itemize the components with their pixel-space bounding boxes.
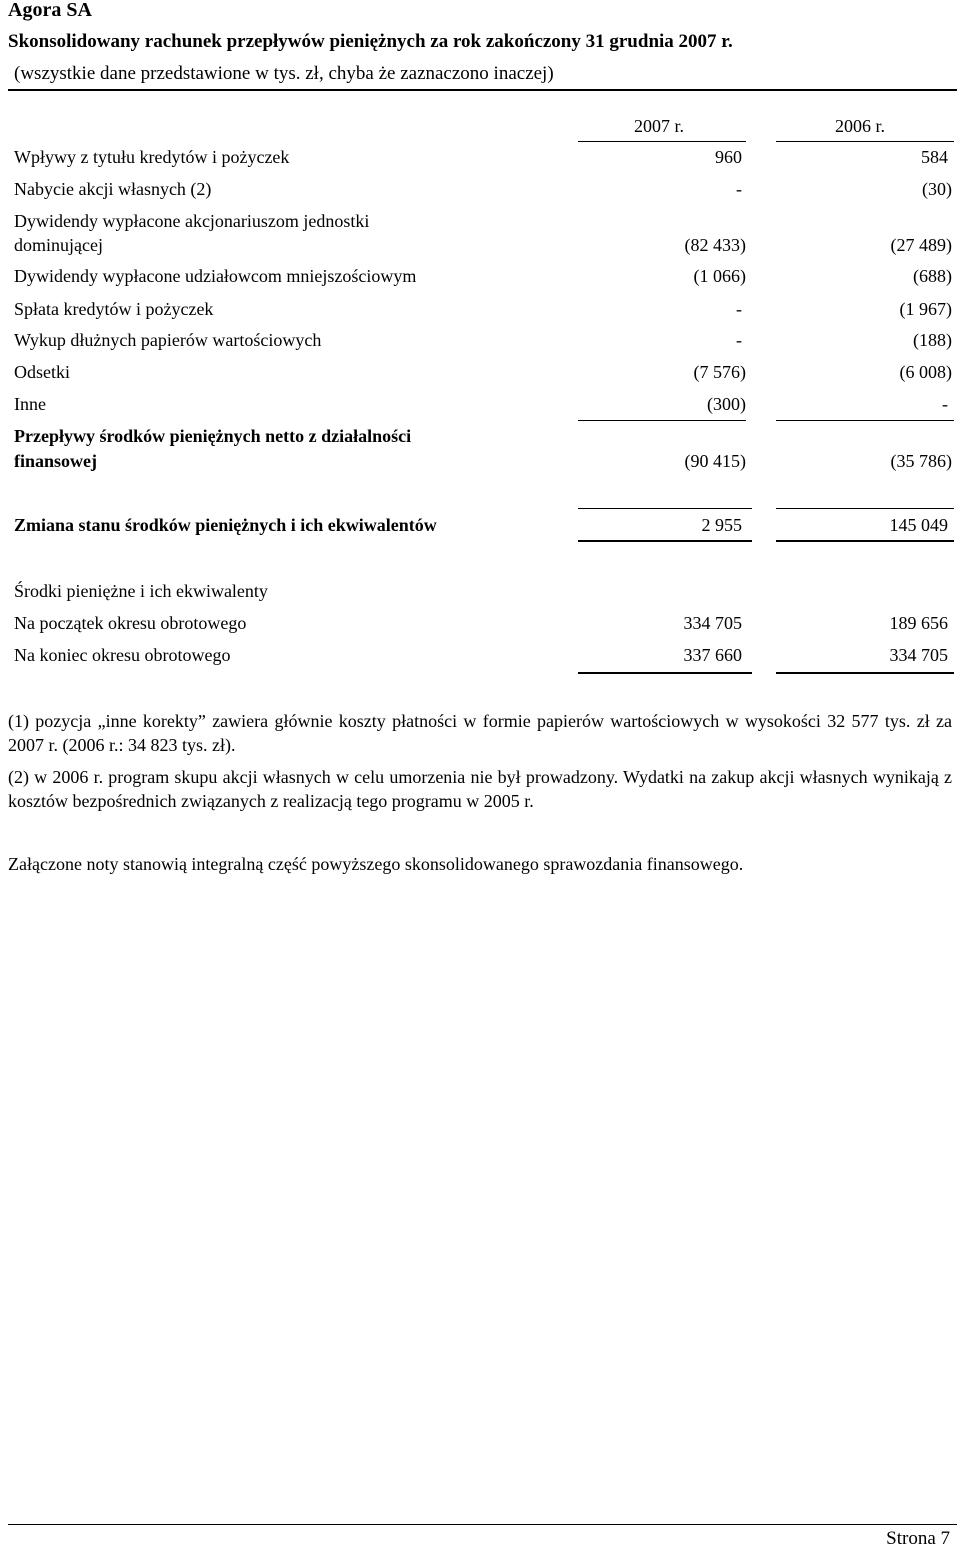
statement-title: Skonsolidowany rachunek przepływów pieniężnych za rok zakończony 31 grudnia 2007 r. — [8, 31, 733, 52]
value-2007: - — [736, 179, 742, 199]
row-label: Wpływy z tytułu kredytów i pożyczek — [14, 147, 290, 167]
row-label: Inne — [14, 394, 46, 414]
subtotal-rule-2006 — [776, 420, 954, 421]
row-label: Na koniec okresu obrotowego — [14, 645, 231, 665]
change-top-rule-2007 — [578, 508, 752, 509]
total-label-line1: Przepływy środków pieniężnych netto z działalności — [14, 426, 412, 446]
footnote-1: (1) pozycja „inne korekty” zawiera głównie koszty płatności w formie papierów wartościowych w wysokości 32 577 tys. zł za 2007 r. (2006 r.: 34 823 tys. zł). — [8, 711, 952, 755]
row-label-line2: dominującej — [14, 235, 103, 255]
change-bottom-rule-2007 — [578, 540, 752, 542]
value-2006: (27 489) — [890, 235, 952, 255]
column-header-2007: 2007 r. — [634, 116, 685, 136]
footnote-2: (2) w 2006 r. program skupu akcji własnych w celu umorzenia nie był prowadzony. Wydatki na zakup akcji własnych wynikają z kosztów bezpośrednich związanych z realizacją tego programu w 2005 r. — [8, 767, 952, 811]
cash-end-rule-2007 — [578, 672, 752, 674]
value-2007: 2 955 — [701, 515, 742, 535]
value-2006: - — [942, 394, 948, 414]
total-label-line2: finansowej — [14, 451, 98, 471]
value-2007: 337 660 — [683, 645, 742, 665]
value-2006: 145 049 — [889, 515, 948, 535]
value-2006: (6 008) — [899, 362, 952, 382]
value-2006: (1 967) — [899, 299, 952, 319]
subtotal-rule-2007 — [578, 420, 746, 421]
value-2006: (30) — [922, 179, 952, 199]
cash-end-rule-2006 — [776, 672, 954, 674]
change-label: Zmiana stanu środków pieniężnych i ich ekwiwalentów — [14, 515, 437, 535]
row-label: Spłata kredytów i pożyczek — [14, 299, 214, 319]
header-rule — [8, 89, 957, 91]
value-2007: (82 433) — [684, 235, 746, 255]
row-label: Nabycie akcji własnych (2) — [14, 179, 212, 199]
value-2007: - — [736, 299, 742, 319]
column-header-2006: 2006 r. — [835, 116, 886, 136]
value-2007: (300) — [707, 394, 746, 414]
value-2007: - — [736, 330, 742, 350]
attached-notes-statement: Załączone noty stanowią integralną część powyższego skonsolidowanego sprawozdania finansowego. — [8, 854, 744, 874]
column-rule-2006 — [776, 141, 954, 142]
row-label-line1: Dywidendy wypłacone akcjonariuszom jednostki — [14, 211, 370, 231]
value-2006: 584 — [921, 147, 948, 167]
value-2007: (1 066) — [693, 266, 746, 286]
change-top-rule-2006 — [776, 508, 954, 509]
value-2006: (188) — [913, 330, 952, 350]
value-2007: 960 — [715, 147, 742, 167]
company-name: Agora SA — [8, 0, 92, 21]
value-2006: 334 705 — [889, 645, 948, 665]
cash-heading: Środki pieniężne i ich ekwiwalenty — [14, 581, 268, 601]
value-2007: (90 415) — [684, 451, 746, 471]
value-2006: (688) — [913, 266, 952, 286]
footer-rule — [8, 1524, 957, 1525]
row-label: Dywidendy wypłacone udziałowcom mniejszościowym — [14, 266, 417, 286]
row-label: Odsetki — [14, 362, 70, 382]
value-2007: (7 576) — [693, 362, 746, 382]
row-label: Wykup dłużnych papierów wartościowych — [14, 330, 322, 350]
change-bottom-rule-2006 — [776, 540, 954, 542]
value-2007: 334 705 — [683, 613, 742, 633]
row-label: Na początek okresu obrotowego — [14, 613, 247, 633]
value-2006: (35 786) — [890, 451, 952, 471]
statement-subtitle: (wszystkie dane przedstawione w tys. zł, chyba że zaznaczono inaczej) — [14, 63, 554, 84]
column-rule-2007 — [578, 141, 746, 142]
page-number: Strona 7 — [886, 1528, 950, 1549]
value-2006: 189 656 — [889, 613, 948, 633]
